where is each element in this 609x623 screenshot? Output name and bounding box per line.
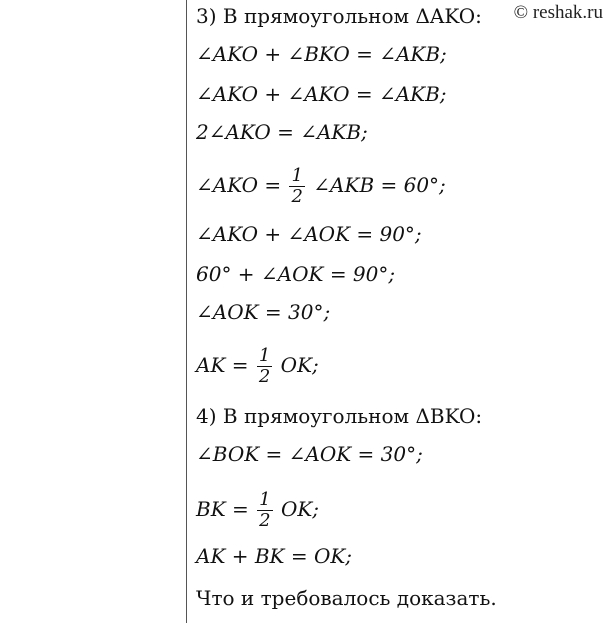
equation-part: ∠AKB = 60°; — [313, 173, 446, 197]
equation-line: ∠BOK = ∠AOK = 30°; — [196, 442, 423, 466]
equation-line: 60° + ∠AOK = 90°; — [196, 262, 396, 286]
equation-line-fraction — [196, 166, 446, 207]
equation-line-fraction — [196, 346, 319, 387]
equation-line: ∠AKO + ∠AOK = 90°; — [196, 222, 422, 246]
fraction — [289, 166, 304, 207]
equation-line: 2∠AKO = ∠AKB; — [196, 120, 368, 144]
conclusion-text: Что и требовалось доказать. — [196, 586, 497, 610]
equation-part: OK; — [280, 497, 320, 521]
equation-line: ∠AKO + ∠AKO = ∠AKB; — [196, 82, 447, 106]
fraction-denominator: 2 — [259, 510, 271, 531]
equation-line: ∠AOK = 30°; — [196, 300, 331, 324]
equation-line: AK + BK = OK; — [196, 544, 353, 568]
equation-part: OK; — [280, 353, 319, 377]
step-3-heading: 3) В прямоугольном ΔAKO: — [196, 4, 482, 28]
equation-part: BK = — [196, 497, 249, 521]
watermark: © reshak.ru — [513, 2, 603, 23]
equation-line: ∠AKO + ∠BKO = ∠AKB; — [196, 42, 447, 66]
fraction-denominator: 2 — [291, 186, 303, 207]
fraction-numerator: 1 — [291, 165, 303, 186]
left-margin-rule — [186, 0, 187, 623]
equation-line-fraction — [196, 490, 319, 531]
fraction — [257, 346, 272, 387]
step-4-heading: 4) В прямоугольном ΔBKO: — [196, 404, 483, 428]
fraction-numerator: 1 — [259, 489, 271, 510]
fraction — [257, 490, 272, 531]
fraction-denominator: 2 — [258, 366, 271, 387]
equation-part: ∠AKO = — [196, 173, 282, 197]
equation-part: AK = — [196, 353, 249, 377]
fraction-numerator: 1 — [258, 345, 271, 366]
